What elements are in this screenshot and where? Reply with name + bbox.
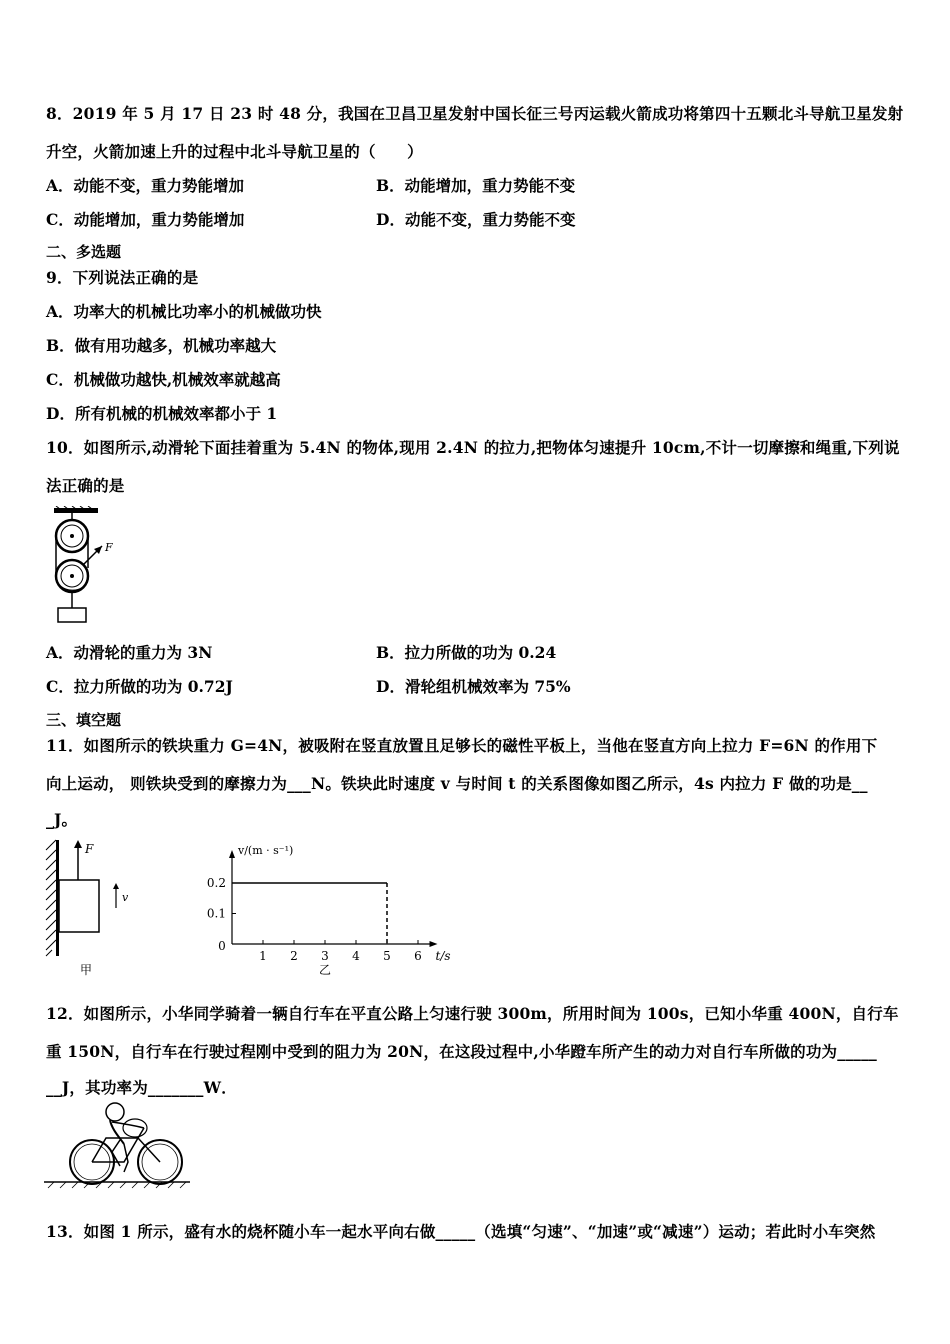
q8-stem-line2: 升空，火箭加速上升的过程中北斗导航卫星的（ ） xyxy=(46,142,423,161)
weight-block xyxy=(58,608,86,622)
q10-option-c: C．拉力所做的功为 0.72J xyxy=(46,677,233,696)
q11-stem-line2: 向上运动， 则铁块受到的摩擦力为___N。铁块此时速度 v 与时间 t 的关系图像如图乙所示，4s 内拉力 F 做的功是__ xyxy=(46,774,868,793)
magnet-block-figure xyxy=(40,838,150,978)
q12-stem-line2: 重 150N，自行车在行驶过程刚中受到的阻力为 20N，在这段过程中,小华蹬车所产生的动力对自行车所做的功为_____ xyxy=(46,1042,878,1061)
figure-yi-caption: 乙 xyxy=(318,963,332,977)
x-tick-label: 4 xyxy=(352,949,360,963)
pulley-figure xyxy=(40,506,130,631)
q9-option-d: D．所有机械的机械效率都小于 1 xyxy=(46,404,278,423)
q8-option-d: D．动能不变，重力势能不变 xyxy=(376,210,576,229)
q10-stem-line1: 10．如图所示,动滑轮下面挂着重为 5.4N 的物体,现用 2.4N 的拉力,把物体匀速提升 10cm,不计一切摩擦和绳重,下列说 xyxy=(46,438,900,457)
y-axis-arrow xyxy=(229,850,235,858)
velocity-v-label: v xyxy=(122,891,129,904)
x-axis-label: t/s xyxy=(435,949,451,963)
q11-stem-line1: 11．如图所示的铁块重力 G=4N，被吸附在竖直放置且足够长的磁性平板上，当他在竖直方向上拉力 F=6N 的作用下 xyxy=(46,736,878,755)
x-tick-label: 5 xyxy=(383,949,391,963)
force-label: F xyxy=(105,541,113,554)
y-axis-label: v/(m · s⁻¹) xyxy=(238,844,294,857)
q10-option-a: A．动滑轮的重力为 3N xyxy=(46,643,213,662)
q10-option-d: D．滑轮组机械效率为 75% xyxy=(376,677,571,696)
velocity-time-chart xyxy=(190,838,470,978)
q10-option-b: B．拉力所做的功为 0.24 xyxy=(376,643,557,662)
q11-stem-line3: _J。 xyxy=(46,810,78,829)
section-fill-blank: 三、填空题 xyxy=(46,711,122,729)
origin-label: 0 xyxy=(218,939,226,953)
force-F-label: F xyxy=(85,842,94,856)
iron-block xyxy=(59,880,99,932)
figure-jia-caption: 甲 xyxy=(80,963,93,977)
x-axis-arrow xyxy=(430,941,438,947)
x-tick-label: 6 xyxy=(414,949,422,963)
section-multiple-choice: 二、多选题 xyxy=(46,243,122,261)
q10-stem-line2: 法正确的是 xyxy=(46,476,125,495)
x-tick-label: 2 xyxy=(290,949,298,963)
rider-head xyxy=(106,1103,124,1121)
q8-option-a: A．动能不变，重力势能增加 xyxy=(46,176,245,195)
q9-option-c: C．机械做功越快,机械效率就越高 xyxy=(46,370,281,389)
q13-stem-line1: 13．如图 1 所示，盛有水的烧杯随小车一起水平向右做_____（选填“匀速”、“加速”或“减速”）运动；若此时小车突然 xyxy=(46,1222,876,1241)
y-tick-label: 0.1 xyxy=(206,906,226,921)
y-tick-label: 0.2 xyxy=(206,876,226,890)
q8-stem-line1: 8．2019 年 5 月 17 日 23 时 48 分，我国在卫昌卫星发射中国长征三号丙运载火箭成功将第四十五颗北斗导航卫星发射 xyxy=(46,104,904,123)
q9-stem: 9．下列说法正确的是 xyxy=(46,268,199,287)
q9-option-b: B．做有用功越多，机械功率越大 xyxy=(46,336,277,355)
q12-stem-line1: 12．如图所示，小华同学骑着一辆自行车在平直公路上匀速行驶 300m，所用时间为 100s，已知小华重 400N，自行车 xyxy=(46,1004,899,1023)
x-tick-label: 3 xyxy=(321,949,329,963)
cyclist-figure xyxy=(40,1100,200,1192)
q8-option-b: B．动能增加，重力势能不变 xyxy=(376,176,576,195)
q8-option-c: C．动能增加，重力势能增加 xyxy=(46,210,245,229)
x-tick-label: 1 xyxy=(259,949,267,963)
q9-option-a: A．功率大的机械比功率小的机械做功快 xyxy=(46,302,322,321)
q12-stem-line3: __J，其功率为_______W． xyxy=(46,1078,237,1097)
